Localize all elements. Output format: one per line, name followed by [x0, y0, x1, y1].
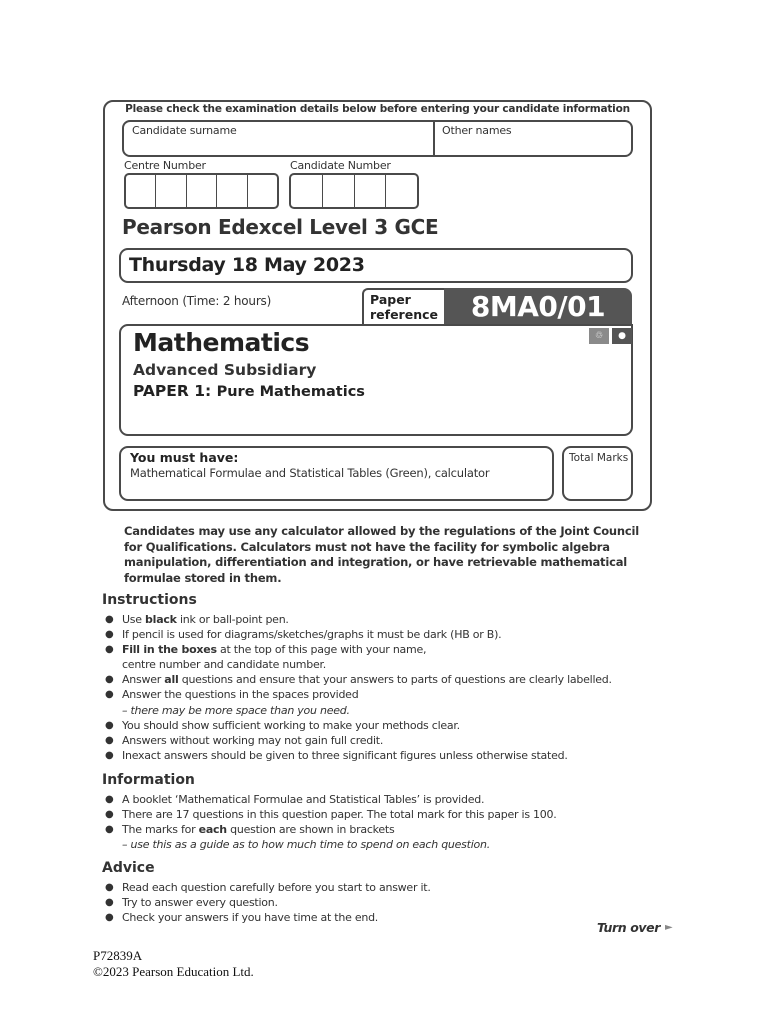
must-have-items: Mathematical Formulae and Statistical Tables (Green), calculator [130, 466, 490, 480]
candidate-number-label: Candidate Number [290, 159, 391, 172]
paper-title [133, 382, 365, 400]
other-names-label: Other names [442, 124, 512, 137]
advice-heading: Advice [102, 860, 155, 876]
centre-number-cell[interactable] [156, 175, 186, 207]
list-item: ● Try to answer every question. [102, 895, 662, 910]
list-item: ● Answer all questions and ensure that your answers to parts of questions are clearly labelled. [102, 672, 662, 687]
list-item: ● You should show sufficient working to make your methods clear. [102, 718, 662, 733]
must-have-label: You must have: [130, 450, 239, 465]
list-item-continuation: – there may be more space than you need. [122, 703, 350, 717]
centre-number-cell[interactable] [217, 175, 247, 207]
level-title: Advanced Subsidiary [133, 361, 317, 379]
paper-code-footer: P72839A [93, 948, 143, 963]
dot-icon: ● [612, 328, 632, 344]
exam-date: Thursday 18 May 2023 [129, 254, 365, 276]
paper-code: 8MA0/01 [444, 288, 632, 324]
list-item: ● If pencil is used for diagrams/sketches/graphs it must be dark (HB or B). [102, 627, 662, 642]
list-item: ● Answer the questions in the spaces provided [102, 687, 662, 702]
list-item-continuation: centre number and candidate number. [122, 658, 327, 672]
recycle-icon: ♲ [589, 328, 609, 344]
paper-name: Pure Mathematics [216, 384, 365, 400]
exam-date-box [119, 248, 633, 283]
centre-number-label: Centre Number [124, 159, 206, 172]
advice-list [102, 880, 662, 925]
must-have-box [119, 446, 554, 501]
centre-number-cell[interactable] [126, 175, 156, 207]
centre-number-cell[interactable] [187, 175, 217, 207]
instructions-heading: Instructions [102, 592, 197, 608]
candidate-name-field[interactable] [122, 120, 633, 157]
turn-over-label: Turn over [597, 920, 661, 935]
candidate-number-cell[interactable] [323, 175, 355, 207]
name-divider [433, 122, 435, 155]
paper-reference-label: Paper reference [362, 288, 444, 324]
check-notice: Please check the examination details below before entering your candidate information [125, 103, 630, 115]
list-item: ● Inexact answers should be given to three significant figures unless otherwise stated. [102, 748, 662, 763]
list-item: ● The marks for each question are shown in brackets [102, 822, 662, 837]
paper-prefix: PAPER 1: [133, 382, 212, 400]
list-item: ● A booklet ‘Mathematical Formulae and Statistical Tables’ is provided. [102, 792, 662, 807]
information-heading: Information [102, 772, 195, 788]
candidate-surname-label: Candidate surname [132, 124, 237, 137]
information-list [102, 792, 662, 852]
list-item-continuation: – use this as a guide as to how much time to spend on each question. [122, 838, 490, 852]
list-item: ● Use black ink or ball-point pen. [102, 612, 662, 627]
total-marks-label: Total Marks [569, 452, 629, 464]
calculator-note: Candidates may use any calculator allowed by the regulations of the Joint Council for Qualifications. Calculators must not have the facility for symbolic algebra manipulation, differentiation and integration, or have retrievable mathematical formulae stored in them. [124, 524, 639, 585]
qualification-title: Pearson Edexcel Level 3 GCE [122, 215, 439, 239]
centre-number-cell[interactable] [248, 175, 277, 207]
candidate-number-boxes[interactable] [289, 173, 419, 209]
list-item: ● There are 17 questions in this question paper. The total mark for this paper is 100. [102, 807, 662, 822]
candidate-number-cell[interactable] [355, 175, 387, 207]
centre-number-boxes[interactable] [124, 173, 279, 209]
total-marks-box[interactable] [562, 446, 633, 501]
arrow-right-icon: ► [665, 922, 673, 933]
instructions-list [102, 612, 662, 763]
candidate-number-cell[interactable] [386, 175, 417, 207]
list-item: ● Answers without working may not gain full credit. [102, 733, 662, 748]
subject-title: Mathematics [133, 328, 310, 357]
list-item: ● Fill in the boxes at the top of this page with your name, [102, 642, 662, 657]
list-item: ● Check your answers if you have time at the end. [102, 910, 662, 925]
list-item: ● Read each question carefully before you start to answer it. [102, 880, 662, 895]
candidate-number-cell[interactable] [291, 175, 323, 207]
copyright: ©2023 Pearson Education Ltd. [93, 964, 254, 979]
session-time: Afternoon (Time: 2 hours) [122, 294, 272, 308]
